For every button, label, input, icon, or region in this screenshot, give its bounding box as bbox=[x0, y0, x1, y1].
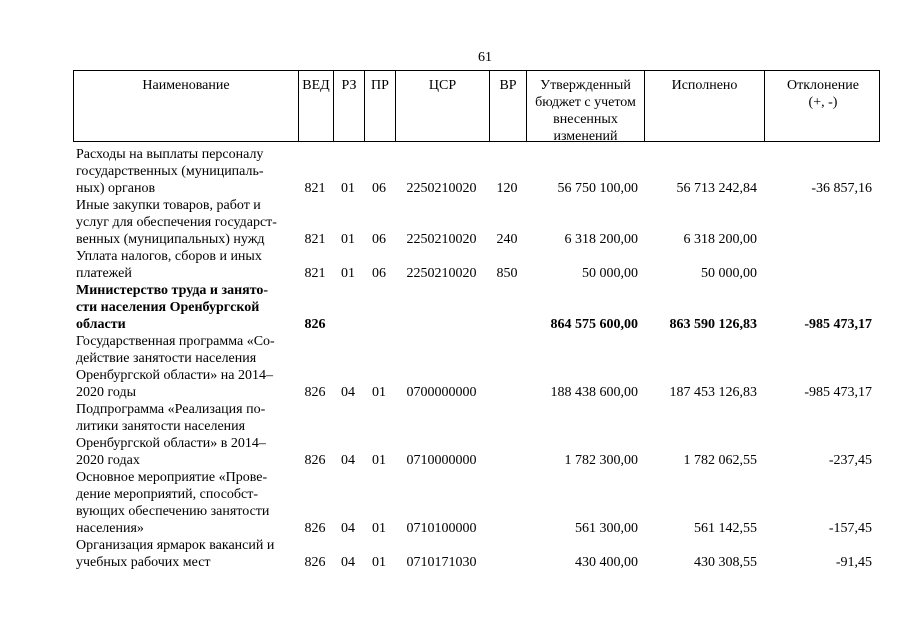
cell-executed: 430 308,55 bbox=[694, 555, 757, 570]
header-budget-line: бюджет с учетом bbox=[535, 95, 636, 110]
cell-pr: 01 bbox=[372, 521, 386, 536]
row-name-line: 2020 годы bbox=[76, 385, 137, 400]
row-name-line: Расходы на выплаты персоналу bbox=[76, 147, 264, 162]
row-name-line: населения» bbox=[76, 521, 144, 536]
cell-deviation: -985 473,17 bbox=[804, 317, 872, 332]
row-name-line: услуг для обеспечения государст- bbox=[76, 215, 277, 230]
cell-vr: 850 bbox=[496, 266, 518, 281]
cell-pr: 06 bbox=[372, 181, 386, 196]
cell-ved: 821 bbox=[304, 266, 326, 281]
row-name bbox=[76, 197, 298, 248]
cell-rz: 04 bbox=[341, 453, 355, 468]
cell-deviation: -985 473,17 bbox=[804, 385, 872, 400]
cell-csr: 0700000000 bbox=[406, 385, 477, 400]
cell-csr: 2250210020 bbox=[406, 266, 477, 281]
cell-csr: 2250210020 bbox=[406, 232, 477, 247]
cell-rz: 01 bbox=[341, 181, 355, 196]
cell-ved: 826 bbox=[304, 385, 326, 400]
cell-executed: 561 142,55 bbox=[694, 521, 757, 536]
table-row bbox=[0, 333, 905, 401]
table-row bbox=[0, 537, 905, 571]
cell-executed: 863 590 126,83 bbox=[669, 317, 757, 332]
row-name-line: венных (муниципальных) нужд bbox=[76, 232, 265, 247]
row-name-line: действие занятости населения bbox=[76, 351, 257, 366]
cell-pr: 06 bbox=[372, 266, 386, 281]
row-name-line: сти населения Оренбургской bbox=[76, 300, 260, 315]
cell-budget: 430 400,00 bbox=[575, 555, 638, 570]
cell-budget: 561 300,00 bbox=[575, 521, 638, 536]
cell-ved: 821 bbox=[304, 181, 326, 196]
cell-rz: 04 bbox=[341, 555, 355, 570]
cell-executed: 56 713 242,84 bbox=[676, 181, 757, 196]
cell-pr: 01 bbox=[372, 385, 386, 400]
row-name bbox=[76, 248, 298, 282]
cell-csr: 2250210020 bbox=[406, 181, 477, 196]
cell-budget: 6 318 200,00 bbox=[564, 232, 638, 247]
header-deviation bbox=[765, 71, 881, 141]
row-name-line: 2020 годах bbox=[76, 453, 140, 468]
header-budget-line: внесенных bbox=[553, 112, 618, 127]
header-budget-line: изменений bbox=[553, 129, 618, 144]
cell-executed: 6 318 200,00 bbox=[683, 232, 757, 247]
cell-ved: 821 bbox=[304, 232, 326, 247]
cell-pr: 06 bbox=[372, 232, 386, 247]
row-name-line: литики занятости населения bbox=[76, 419, 246, 434]
header-executed: Исполнено bbox=[645, 71, 765, 141]
cell-csr: 0710171030 bbox=[406, 555, 477, 570]
row-name-line: Министерство труда и занято- bbox=[76, 283, 269, 298]
cell-deviation: -237,45 bbox=[828, 453, 872, 468]
cell-executed: 1 782 062,55 bbox=[683, 453, 757, 468]
row-name-line: Государственная программа «Со- bbox=[76, 334, 275, 349]
row-name-line: ных) органов bbox=[76, 181, 156, 196]
cell-ved: 826 bbox=[304, 317, 326, 332]
row-name bbox=[76, 282, 298, 333]
cell-pr: 01 bbox=[372, 453, 386, 468]
header-deviation-line: (+, -) bbox=[808, 95, 838, 110]
cell-executed: 50 000,00 bbox=[701, 266, 757, 281]
row-name-line: Оренбургской области» в 2014– bbox=[76, 436, 266, 451]
cell-rz: 01 bbox=[341, 232, 355, 247]
cell-rz: 01 bbox=[341, 266, 355, 281]
header-name: Наименование bbox=[74, 71, 299, 141]
header-rz: РЗ bbox=[334, 71, 365, 141]
row-name-line: Иные закупки товаров, работ и bbox=[76, 198, 261, 213]
header-budget-line: Утвержденный bbox=[540, 78, 631, 93]
row-name-line: Уплата налогов, сборов и иных bbox=[76, 249, 262, 264]
header-ved: ВЕД bbox=[299, 71, 334, 141]
cell-pr: 01 bbox=[372, 555, 386, 570]
table-row bbox=[0, 248, 905, 282]
cell-csr: 0710000000 bbox=[406, 453, 477, 468]
cell-budget: 56 750 100,00 bbox=[557, 181, 638, 196]
table-row bbox=[0, 146, 905, 197]
row-name bbox=[76, 401, 298, 469]
cell-executed: 187 453 126,83 bbox=[669, 385, 757, 400]
header-deviation-line: Отклонение bbox=[787, 78, 859, 93]
row-name-line: дение мероприятий, способст- bbox=[76, 487, 259, 502]
cell-budget: 50 000,00 bbox=[582, 266, 638, 281]
row-name-line: области bbox=[76, 317, 126, 332]
row-name-line: Организация ярмарок вакансий и bbox=[76, 538, 275, 553]
table-row bbox=[0, 469, 905, 537]
row-name-line: платежей bbox=[76, 266, 132, 281]
row-name bbox=[76, 469, 298, 537]
header-budget bbox=[527, 71, 645, 144]
table-row bbox=[0, 282, 905, 333]
row-name-line: Подпрограмма «Реализация по- bbox=[76, 402, 266, 417]
cell-vr: 120 bbox=[496, 181, 518, 196]
header-csr: ЦСР bbox=[396, 71, 490, 141]
cell-deviation: -91,45 bbox=[835, 555, 872, 570]
table-header bbox=[73, 70, 880, 142]
row-name-line: вующих обеспечению занятости bbox=[76, 504, 270, 519]
row-name-line: государственных (муниципаль- bbox=[76, 164, 264, 179]
row-name-line: учебных рабочих мест bbox=[76, 555, 211, 570]
table-row bbox=[0, 401, 905, 469]
page-number: 61 bbox=[478, 50, 492, 65]
cell-deviation: -36 857,16 bbox=[811, 181, 872, 196]
cell-budget: 188 438 600,00 bbox=[550, 385, 638, 400]
row-name bbox=[76, 146, 298, 197]
row-name-line: Основное мероприятие «Прове- bbox=[76, 470, 268, 485]
header-vr: ВР bbox=[490, 71, 527, 141]
table-row bbox=[0, 197, 905, 248]
cell-ved: 826 bbox=[304, 521, 326, 536]
cell-rz: 04 bbox=[341, 521, 355, 536]
cell-ved: 826 bbox=[304, 555, 326, 570]
row-name bbox=[76, 537, 298, 571]
cell-budget: 1 782 300,00 bbox=[564, 453, 638, 468]
cell-ved: 826 bbox=[304, 453, 326, 468]
cell-deviation: -157,45 bbox=[828, 521, 872, 536]
row-name-line: Оренбургской области» на 2014– bbox=[76, 368, 273, 383]
header-pr: ПР bbox=[365, 71, 396, 141]
cell-csr: 0710100000 bbox=[406, 521, 477, 536]
cell-budget: 864 575 600,00 bbox=[550, 317, 638, 332]
cell-vr: 240 bbox=[496, 232, 518, 247]
cell-rz: 04 bbox=[341, 385, 355, 400]
row-name bbox=[76, 333, 298, 401]
